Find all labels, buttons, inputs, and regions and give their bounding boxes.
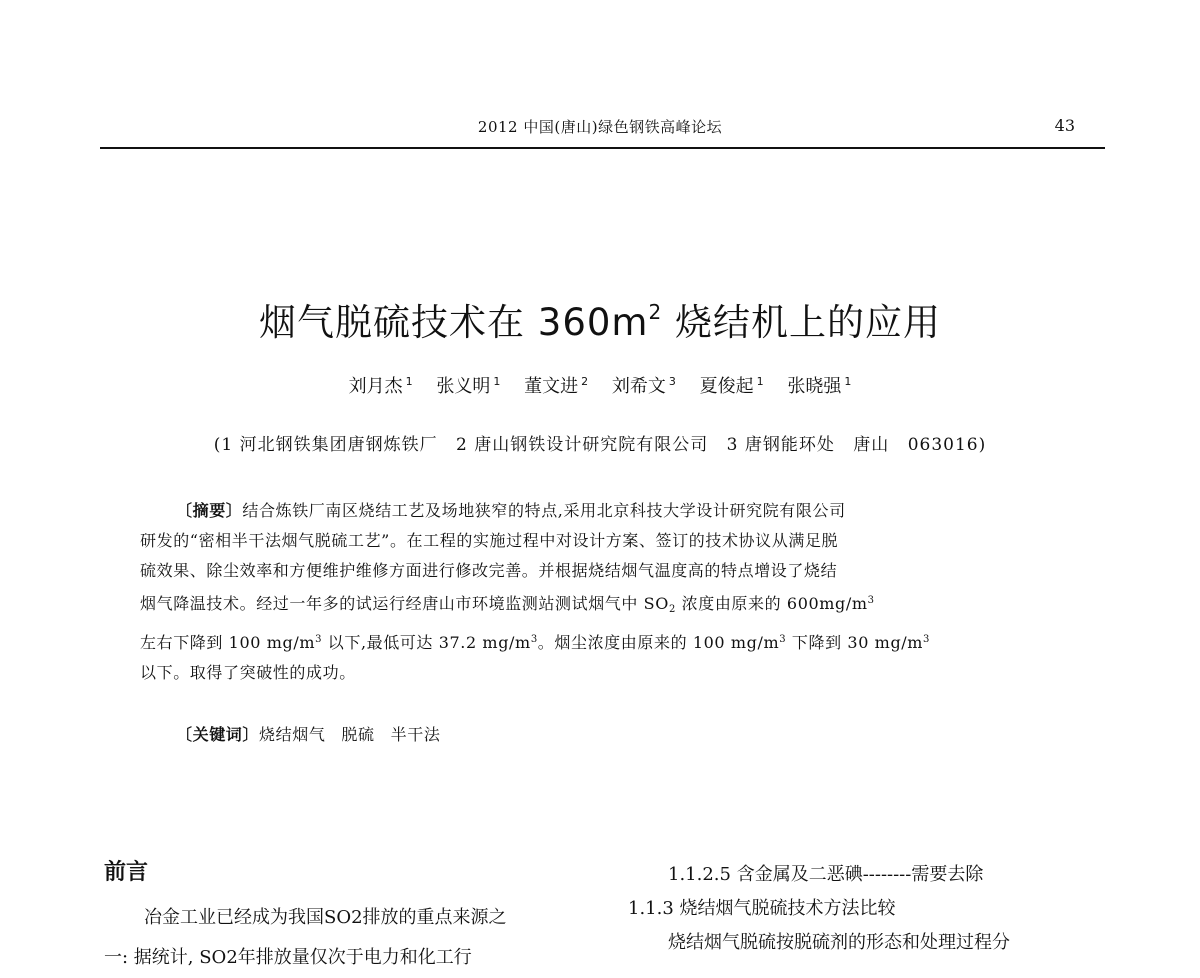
page-number: 43 — [1054, 116, 1075, 135]
abstract-line: 左右下降到 100 $mg/m^3$ 以下,最低可达 37.2 $mg/m^3$。烟尘浓度由原来的 100 $mg/m^3$ 下降到 30 $mg/m^3$ — [140, 633, 931, 652]
right-column — [628, 858, 1118, 960]
abstract-line: 硫效果、除尘效率和方便维护维修方面进行修改完善。并根据烧结烟气温度高的特点增设了烧结 — [140, 561, 838, 580]
author: 刘月杰 $^1$ — [348, 375, 413, 397]
keywords-tag: 〔关键词〕 — [176, 725, 260, 744]
keyword: 脱硫 — [341, 725, 375, 744]
keywords — [176, 722, 456, 745]
author: 张晓强 $^1$ — [787, 375, 852, 397]
left-column — [104, 898, 589, 978]
author: 董文进 $^2$ — [524, 375, 589, 397]
affiliations — [0, 430, 1200, 455]
title-main: 烟气脱硫技术在 360m — [259, 301, 649, 344]
section-heading: 前言 — [104, 860, 149, 885]
header-rule — [100, 147, 1105, 149]
affiliation-1: (1 河北钢铁集团唐钢炼铁厂 — [213, 435, 438, 455]
abstract-line: 研发的“密相半干法烟气脱硫工艺”。在工程的实施过程中对设计方案、签订的技术协议从满足脱 — [140, 531, 839, 550]
author-list — [0, 372, 1200, 398]
paper-title — [0, 292, 1200, 346]
subsection-heading: 1.1.2.5 含金属及二恶碘--------需要去除 — [668, 864, 984, 885]
title-superscript: 2 — [648, 300, 663, 324]
body-line: 烧结烟气脱硫按脱硫剂的形态和处理过程分 — [668, 932, 1010, 953]
abstract — [140, 496, 1060, 688]
abstract-line: 以下。取得了突破性的成功。 — [140, 663, 356, 682]
author: 夏俊起 $^1$ — [699, 375, 764, 397]
author: 刘希文 $^3$ — [611, 375, 676, 397]
affiliation-city: 唐山 — [853, 435, 890, 455]
title-tail: 烧结机上的应用 — [662, 301, 941, 344]
author: 张义明 $^1$ — [436, 375, 501, 397]
affiliation-postcode: 063016) — [907, 435, 987, 455]
body-line: 冶金工业已经成为我国SO2排放的重点来源之 — [144, 907, 507, 928]
keyword: 半干法 — [390, 725, 441, 744]
affiliation-2: 2 唐山钢铁设计研究院有限公司 — [456, 435, 709, 455]
affiliation-3: 3 唐钢能环处 — [726, 435, 835, 455]
running-header: 2012 中国(唐山)绿色钢铁高峰论坛 — [477, 118, 723, 136]
body-line: 一: 据统计, SO2年排放量仅次于电力和化工行 — [104, 947, 472, 968]
keyword: 烧结烟气 — [259, 725, 326, 744]
subsection-heading: 1.1.3 烧结烟气脱硫技术方法比较 — [628, 898, 896, 919]
abstract-line: 烟气降温技术。经过一年多的试运行经唐山市环境监测站测试烟气中 $SO_2$ 浓度由原来的 $600mg/m^3$ — [140, 594, 875, 615]
abstract-tag: 〔摘要〕 — [176, 501, 243, 520]
abstract-line: 〔摘要〕结合炼铁厂南区烧结工艺及场地狭窄的特点,采用北京科技大学设计研究院有限公司 — [176, 501, 846, 520]
